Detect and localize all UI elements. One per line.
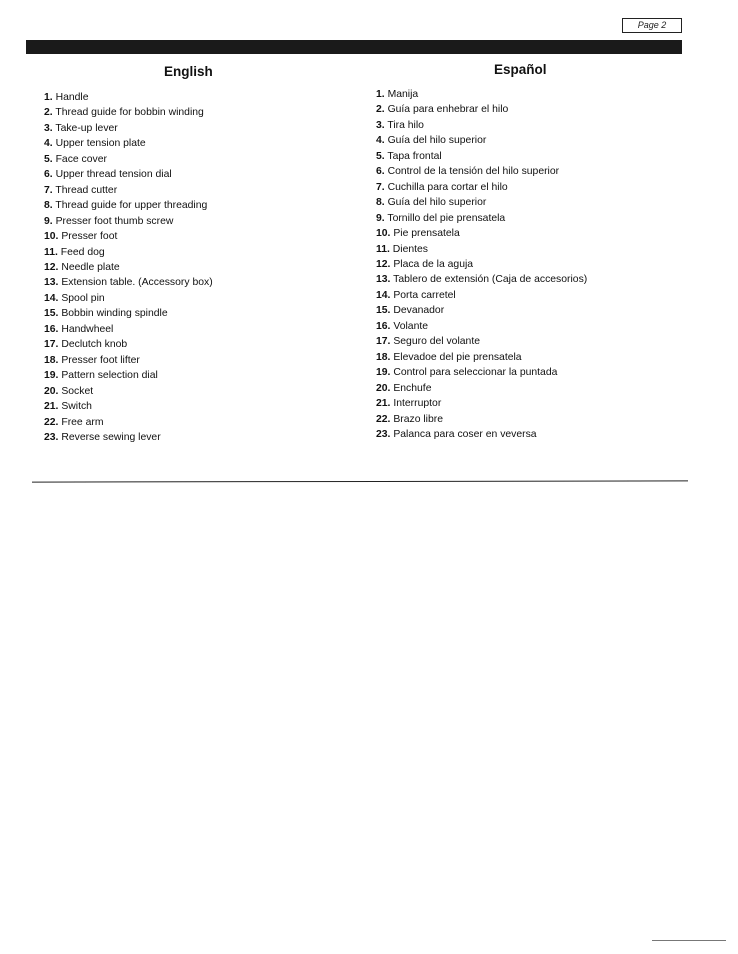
item-number: 19.: [44, 370, 59, 382]
list-item: [44, 291, 344, 306]
item-number: 4.: [376, 135, 385, 147]
item-label: Thread guide for bobbin winding: [55, 107, 204, 119]
item-number: 16.: [376, 320, 391, 332]
item-label: Bobbin winding spindle: [61, 308, 168, 320]
list-item: [376, 118, 706, 133]
item-label: Porta carretel: [393, 289, 456, 301]
item-label: Declutch knob: [61, 339, 128, 351]
item-label: Upper thread tension dial: [55, 169, 172, 181]
item-number: 3.: [376, 119, 385, 131]
list-item: [376, 164, 706, 179]
item-number: 21.: [376, 398, 391, 410]
item-label: Guía del hilo superior: [387, 197, 487, 209]
list-item: [376, 350, 706, 365]
item-number: 13.: [376, 274, 391, 286]
item-label: Reverse sewing lever: [61, 431, 161, 443]
item-label: Pattern selection dial: [61, 370, 158, 382]
item-number: 2.: [44, 107, 53, 119]
item-label: Volante: [393, 320, 429, 332]
item-label: Guía del hilo superior: [387, 135, 487, 147]
item-label: Thread cutter: [55, 184, 118, 196]
item-label: Extension table. (Accessory box): [61, 277, 213, 289]
list-item: [44, 245, 344, 260]
item-label: Thread guide for upper threading: [55, 200, 208, 212]
item-label: Seguro del volante: [393, 336, 480, 348]
list-item: [376, 288, 706, 303]
list-item: [376, 87, 706, 102]
item-number: 10.: [376, 228, 391, 240]
english-parts-list: [44, 90, 344, 445]
item-number: 12.: [44, 261, 59, 273]
spanish-column: [376, 62, 706, 442]
item-number: 21.: [44, 401, 59, 413]
item-number: 11.: [44, 246, 58, 258]
list-item: [376, 242, 706, 257]
item-number: 17.: [44, 339, 59, 351]
list-item: [44, 229, 344, 244]
item-label: Interruptor: [393, 398, 442, 410]
list-item: [44, 306, 344, 321]
item-label: Spool pin: [61, 292, 105, 304]
list-item: [44, 121, 344, 136]
item-number: 15.: [376, 305, 391, 317]
item-label: Feed dog: [60, 246, 105, 258]
list-item: [376, 149, 706, 164]
item-label: Tira hilo: [387, 119, 424, 131]
item-number: 22.: [44, 416, 59, 428]
item-label: Presser foot: [61, 231, 118, 243]
item-number: 22.: [376, 413, 391, 425]
item-number: 18.: [376, 351, 391, 363]
list-item: [44, 152, 344, 167]
item-label: Take-up lever: [55, 122, 118, 134]
list-item: [44, 384, 344, 399]
item-number: 19.: [376, 367, 391, 379]
item-label: Palanca para coser en veversa: [393, 428, 537, 440]
item-number: 4.: [44, 138, 53, 150]
item-number: 7.: [44, 184, 53, 196]
list-item: [376, 381, 706, 396]
item-number: 18.: [44, 354, 59, 366]
list-item: [44, 275, 344, 290]
item-number: 9.: [44, 215, 53, 227]
header-bar: [26, 40, 682, 54]
list-item: [376, 396, 706, 411]
item-label: Tapa frontal: [387, 150, 442, 162]
item-number: 5.: [376, 150, 385, 162]
item-number: 12.: [376, 258, 391, 270]
english-column: [44, 64, 344, 445]
list-item: [44, 415, 344, 430]
list-item: [376, 319, 706, 334]
item-label: Enchufe: [393, 382, 432, 394]
list-item: [44, 353, 344, 368]
list-item: [44, 183, 344, 198]
list-item: [44, 167, 344, 182]
item-number: 11.: [376, 243, 390, 255]
list-item: [44, 105, 344, 120]
item-label: Elevadoe del pie prensatela: [393, 351, 522, 363]
section-divider: [32, 480, 688, 482]
item-label: Switch: [61, 401, 92, 413]
item-label: Presser foot lifter: [61, 354, 140, 366]
spanish-heading: Español: [494, 62, 547, 77]
list-item: [44, 214, 344, 229]
item-number: 23.: [44, 431, 59, 443]
list-item: [44, 368, 344, 383]
list-item: [376, 412, 706, 427]
list-item: [44, 260, 344, 275]
item-number: 14.: [44, 292, 59, 304]
item-number: 15.: [44, 308, 59, 320]
list-item: [376, 303, 706, 318]
item-number: 17.: [376, 336, 391, 348]
item-number: 9.: [376, 212, 385, 224]
spanish-parts-list: [376, 87, 706, 442]
list-item: [44, 90, 344, 105]
item-number: 2.: [376, 104, 385, 116]
item-label: Brazo libre: [393, 413, 444, 425]
page-number-label: Page 2: [622, 18, 682, 33]
item-label: Pie prensatela: [393, 228, 460, 240]
list-item: [376, 365, 706, 380]
list-item: [376, 334, 706, 349]
item-number: 23.: [376, 428, 391, 440]
list-item: [44, 198, 344, 213]
list-item: [44, 399, 344, 414]
list-item: [44, 430, 344, 445]
item-label: Socket: [61, 385, 94, 397]
list-item: [44, 337, 344, 352]
item-label: Face cover: [55, 153, 107, 165]
item-label: Guía para enhebrar el hilo: [387, 104, 509, 116]
item-number: 20.: [44, 385, 59, 397]
item-label: Manija: [387, 89, 419, 100]
list-item: [376, 102, 706, 117]
item-number: 3.: [44, 122, 53, 134]
item-number: 20.: [376, 382, 391, 394]
item-label: Needle plate: [61, 261, 120, 273]
item-number: 16.: [44, 323, 59, 335]
list-item: [376, 427, 706, 442]
english-heading: English: [164, 64, 213, 79]
item-label: Devanador: [393, 305, 445, 317]
list-item: [376, 272, 706, 287]
item-label: Handwheel: [61, 323, 114, 335]
item-number: 6.: [376, 166, 385, 178]
footer-rule: [652, 940, 726, 941]
item-number: 8.: [376, 197, 385, 209]
item-label: Cuchilla para cortar el hilo: [387, 181, 508, 193]
item-number: 1.: [376, 89, 385, 100]
item-label: Placa de la aguja: [393, 258, 474, 270]
list-item: [376, 211, 706, 226]
item-number: 7.: [376, 181, 385, 193]
item-label: Tornillo del pie prensatela: [387, 212, 506, 224]
list-item: [376, 180, 706, 195]
item-number: 1.: [44, 92, 53, 103]
list-item: [376, 133, 706, 148]
item-label: Upper tension plate: [55, 138, 146, 150]
item-label: Dientes: [392, 243, 428, 255]
list-item: [44, 322, 344, 337]
item-label: Free arm: [61, 416, 104, 428]
item-label: Presser foot thumb screw: [55, 215, 174, 227]
item-label: Tablero de extensión (Caja de accesorios): [393, 274, 588, 286]
list-item: [376, 195, 706, 210]
item-number: 6.: [44, 169, 53, 181]
item-number: 5.: [44, 153, 53, 165]
item-number: 8.: [44, 200, 53, 212]
item-label: Control de la tensión del hilo superior: [387, 166, 560, 178]
item-label: Handle: [55, 92, 89, 103]
item-number: 14.: [376, 289, 391, 301]
list-item: [376, 257, 706, 272]
item-label: Control para seleccionar la puntada: [393, 367, 558, 379]
list-item: [376, 226, 706, 241]
list-item: [44, 136, 344, 151]
item-number: 13.: [44, 277, 59, 289]
item-number: 10.: [44, 231, 59, 243]
